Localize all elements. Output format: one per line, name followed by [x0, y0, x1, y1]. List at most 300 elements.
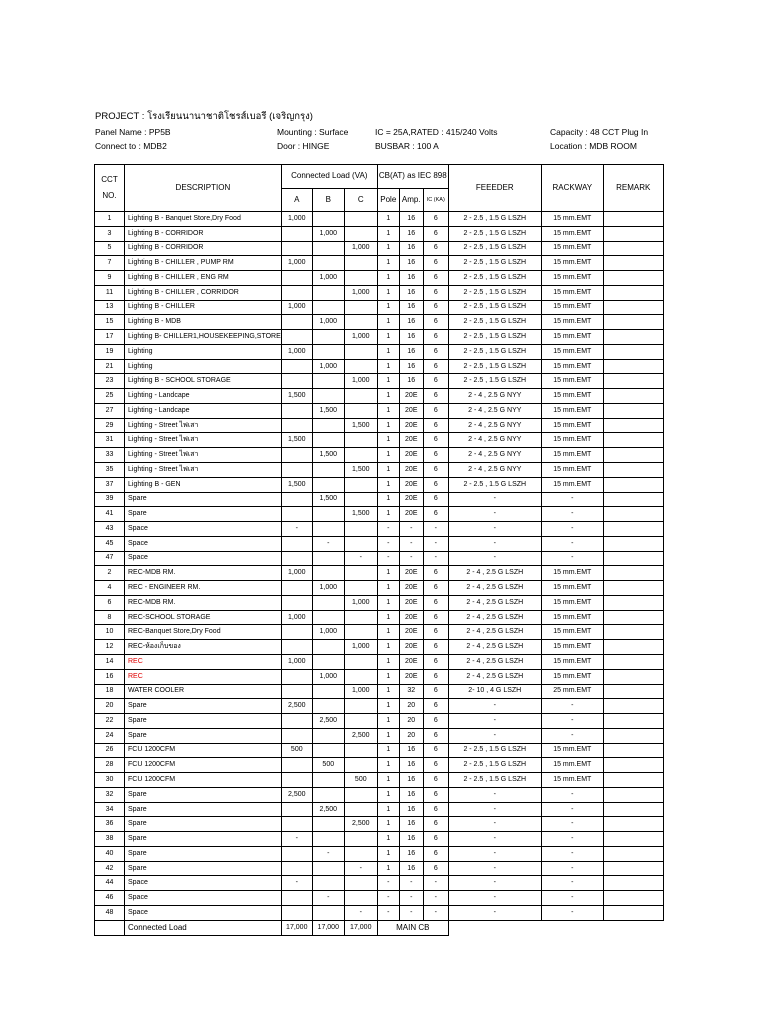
cell-cct: 16: [95, 669, 125, 684]
cell-remark: [603, 492, 663, 507]
cell-load-a: [281, 861, 312, 876]
footer-blank-2: [541, 920, 603, 935]
cell-load-b: 1,000: [312, 315, 344, 330]
cell-pole: 1: [377, 374, 399, 389]
cell-cct: 45: [95, 536, 125, 551]
table-row: [95, 832, 664, 847]
cell-load-b: [312, 743, 344, 758]
connect-to: Connect to : MDB2: [95, 141, 167, 151]
cell-description: Lighting - Street ไฟเสา: [125, 463, 282, 478]
cell-description: Space: [125, 536, 282, 551]
ic-rating: IC = 25A,RATED : 415/240 Volts: [375, 127, 498, 137]
cell-pole: 1: [377, 802, 399, 817]
cell-load-c: [344, 758, 377, 773]
cell-cct: 44: [95, 876, 125, 891]
cell-load-c: [344, 256, 377, 271]
cell-load-b: [312, 832, 344, 847]
cell-cct: 21: [95, 359, 125, 374]
cell-load-a: [281, 758, 312, 773]
table-row: [95, 846, 664, 861]
cell-load-c: [344, 226, 377, 241]
cell-load-c: [344, 477, 377, 492]
cell-ic: 6: [423, 389, 448, 404]
cell-feeder: 2 - 4 , 2.5 G LSZH: [448, 581, 541, 596]
cell-load-c: 1,000: [344, 241, 377, 256]
cell-cct: 31: [95, 433, 125, 448]
cell-amp: 20E: [399, 595, 423, 610]
cell-pole: 1: [377, 300, 399, 315]
cell-rackway: 15 mm.EMT: [541, 389, 603, 404]
cell-description: REC-ห้องเก็บของ: [125, 640, 282, 655]
cell-description: Spare: [125, 507, 282, 522]
cell-remark: [603, 463, 663, 478]
cell-ic: 6: [423, 344, 448, 359]
cell-amp: 16: [399, 271, 423, 286]
cell-description: Lighting - Landcape: [125, 403, 282, 418]
cell-amp: -: [399, 891, 423, 906]
cell-remark: [603, 743, 663, 758]
cell-rackway: 15 mm.EMT: [541, 418, 603, 433]
cell-load-c: 2,500: [344, 817, 377, 832]
cell-load-a: [281, 684, 312, 699]
header-ic: IC (KA): [423, 188, 448, 212]
cell-description: Space: [125, 551, 282, 566]
header-connected-load: Connected Load (VA): [281, 165, 377, 189]
cell-load-a: 2,500: [281, 699, 312, 714]
table-row: [95, 241, 664, 256]
cell-rackway: 15 mm.EMT: [541, 374, 603, 389]
header-cct-label: CCT: [101, 175, 118, 184]
cell-rackway: -: [541, 522, 603, 537]
cell-cct: 41: [95, 507, 125, 522]
cell-remark: [603, 433, 663, 448]
cell-amp: 16: [399, 300, 423, 315]
cell-ic: -: [423, 536, 448, 551]
cell-load-b: 1,500: [312, 448, 344, 463]
cell-load-b: [312, 640, 344, 655]
cell-pole: 1: [377, 403, 399, 418]
cell-pole: 1: [377, 640, 399, 655]
cell-ic: 6: [423, 595, 448, 610]
cell-amp: 16: [399, 285, 423, 300]
cell-load-b: [312, 728, 344, 743]
table-row: [95, 758, 664, 773]
mounting: Mounting : Surface: [277, 127, 349, 137]
cell-load-b: [312, 684, 344, 699]
table-row: [95, 905, 664, 920]
cell-remark: [603, 300, 663, 315]
cell-feeder: -: [448, 905, 541, 920]
table-row: [95, 551, 664, 566]
cell-rackway: -: [541, 905, 603, 920]
table-row: [95, 861, 664, 876]
header-amp: Amp.: [399, 188, 423, 212]
table-row: [95, 566, 664, 581]
cell-feeder: 2 - 2.5 , 1.5 G LSZH: [448, 477, 541, 492]
panel-schedule-table: [94, 164, 664, 936]
location: Location : MDB ROOM: [550, 141, 637, 151]
table-row: [95, 271, 664, 286]
cell-cct: 18: [95, 684, 125, 699]
cell-load-c: [344, 876, 377, 891]
cell-amp: 20E: [399, 418, 423, 433]
cell-description: Spare: [125, 802, 282, 817]
cell-feeder: -: [448, 891, 541, 906]
cell-feeder: 2 - 4 , 2.5 G NYY: [448, 463, 541, 478]
cell-load-a: -: [281, 832, 312, 847]
cell-load-c: [344, 802, 377, 817]
cell-rackway: 15 mm.EMT: [541, 403, 603, 418]
cell-remark: [603, 669, 663, 684]
footer-load-a: 17,000: [281, 920, 312, 935]
cell-load-b: [312, 433, 344, 448]
cell-description: Space: [125, 522, 282, 537]
cell-description: Spare: [125, 699, 282, 714]
cell-load-c: [344, 492, 377, 507]
cell-load-a: 1,000: [281, 300, 312, 315]
cell-load-a: [281, 714, 312, 729]
cell-cct: 37: [95, 477, 125, 492]
panel-name: Panel Name : PP5B: [95, 127, 171, 137]
cell-load-b: -: [312, 846, 344, 861]
cell-feeder: 2 - 4 , 2.5 G NYY: [448, 418, 541, 433]
cell-cct: 12: [95, 640, 125, 655]
cell-description: WATER COOLER: [125, 684, 282, 699]
cell-cct: 34: [95, 802, 125, 817]
cell-pole: 1: [377, 330, 399, 345]
cell-cct: 17: [95, 330, 125, 345]
cell-feeder: 2 - 2.5 , 1.5 G LSZH: [448, 359, 541, 374]
cell-cct: 29: [95, 418, 125, 433]
cell-load-c: 1,000: [344, 285, 377, 300]
cell-description: Lighting - Street ไฟเสา: [125, 418, 282, 433]
cell-pole: 1: [377, 256, 399, 271]
cell-rackway: 15 mm.EMT: [541, 315, 603, 330]
cell-rackway: -: [541, 817, 603, 832]
cell-rackway: -: [541, 891, 603, 906]
cell-rackway: 15 mm.EMT: [541, 758, 603, 773]
cell-load-c: [344, 300, 377, 315]
cell-remark: [603, 212, 663, 227]
cell-remark: [603, 714, 663, 729]
footer-spacer: [95, 920, 125, 935]
cell-pole: 1: [377, 610, 399, 625]
cell-description: Space: [125, 876, 282, 891]
cell-load-c: [344, 832, 377, 847]
cell-feeder: 2 - 4 , 2.5 G NYY: [448, 403, 541, 418]
header-description: DESCRIPTION: [125, 165, 282, 212]
cell-pole: 1: [377, 315, 399, 330]
table-row: [95, 226, 664, 241]
cell-amp: 16: [399, 832, 423, 847]
cell-rackway: 15 mm.EMT: [541, 581, 603, 596]
cell-ic: 6: [423, 817, 448, 832]
cell-ic: 6: [423, 861, 448, 876]
cell-ic: 6: [423, 581, 448, 596]
cell-feeder: 2 - 4 , 2.5 G LSZH: [448, 610, 541, 625]
cell-description: Space: [125, 891, 282, 906]
cell-remark: [603, 477, 663, 492]
table-row: [95, 403, 664, 418]
cell-pole: 1: [377, 344, 399, 359]
cell-load-a: [281, 640, 312, 655]
cell-ic: 6: [423, 640, 448, 655]
cell-cct: 48: [95, 905, 125, 920]
cell-load-b: [312, 861, 344, 876]
cell-rackway: 15 mm.EMT: [541, 477, 603, 492]
cell-load-a: [281, 271, 312, 286]
table-row: [95, 463, 664, 478]
cell-amp: 16: [399, 374, 423, 389]
cell-ic: 6: [423, 359, 448, 374]
cell-remark: [603, 522, 663, 537]
cell-load-a: 1,000: [281, 566, 312, 581]
cell-load-b: [312, 300, 344, 315]
cell-description: Spare: [125, 817, 282, 832]
table-row: [95, 448, 664, 463]
cell-remark: [603, 315, 663, 330]
cell-amp: 20E: [399, 463, 423, 478]
table-row: [95, 344, 664, 359]
cell-remark: [603, 374, 663, 389]
cell-feeder: -: [448, 876, 541, 891]
cell-pole: 1: [377, 492, 399, 507]
cell-pole: 1: [377, 728, 399, 743]
cell-load-b: [312, 773, 344, 788]
table-row: [95, 640, 664, 655]
cell-load-b: 500: [312, 758, 344, 773]
table-row: [95, 389, 664, 404]
cell-load-c: 1,000: [344, 374, 377, 389]
cell-cct: 2: [95, 566, 125, 581]
cell-load-c: [344, 359, 377, 374]
footer-main-cb: MAIN CB: [377, 920, 448, 935]
cell-pole: 1: [377, 581, 399, 596]
cell-cct: 8: [95, 610, 125, 625]
cell-load-c: [344, 433, 377, 448]
table-row: [95, 699, 664, 714]
table-row: [95, 507, 664, 522]
cell-remark: [603, 758, 663, 773]
cell-pole: -: [377, 536, 399, 551]
cell-load-b: [312, 389, 344, 404]
cell-cct: 13: [95, 300, 125, 315]
cell-feeder: 2 - 4 , 2.5 G LSZH: [448, 566, 541, 581]
table-row: [95, 773, 664, 788]
cell-cct: 42: [95, 861, 125, 876]
cell-amp: 32: [399, 684, 423, 699]
cell-cct: 1: [95, 212, 125, 227]
cell-load-b: [312, 212, 344, 227]
cell-load-a: 2,500: [281, 787, 312, 802]
cell-load-c: 1,500: [344, 418, 377, 433]
cell-pole: 1: [377, 389, 399, 404]
cell-feeder: 2- 10 , 4 G LSZH: [448, 684, 541, 699]
cell-rackway: -: [541, 876, 603, 891]
cell-amp: 16: [399, 256, 423, 271]
cell-amp: 16: [399, 846, 423, 861]
cell-rackway: -: [541, 787, 603, 802]
cell-cct: 36: [95, 817, 125, 832]
cell-feeder: -: [448, 832, 541, 847]
cell-description: Lighting - Street ไฟเสา: [125, 433, 282, 448]
table-row: [95, 256, 664, 271]
cell-remark: [603, 832, 663, 847]
cell-feeder: 2 - 2.5 , 1.5 G LSZH: [448, 344, 541, 359]
cell-load-c: [344, 787, 377, 802]
cell-remark: [603, 551, 663, 566]
cell-remark: [603, 773, 663, 788]
table-row: [95, 522, 664, 537]
cell-pole: -: [377, 891, 399, 906]
cell-ic: 6: [423, 625, 448, 640]
cell-feeder: 2 - 2.5 , 1.5 G LSZH: [448, 743, 541, 758]
cell-amp: 20E: [399, 403, 423, 418]
cell-amp: 16: [399, 817, 423, 832]
cell-rackway: -: [541, 728, 603, 743]
cell-load-a: [281, 891, 312, 906]
cell-load-c: [344, 669, 377, 684]
cell-remark: [603, 817, 663, 832]
cell-pole: 1: [377, 817, 399, 832]
cell-rackway: -: [541, 846, 603, 861]
cell-load-b: 1,000: [312, 226, 344, 241]
cell-pole: 1: [377, 684, 399, 699]
cell-pole: 1: [377, 271, 399, 286]
cell-rackway: -: [541, 699, 603, 714]
cell-load-c: [344, 522, 377, 537]
cell-rackway: 15 mm.EMT: [541, 212, 603, 227]
header-cb: CB(AT) as IEC 898: [377, 165, 448, 189]
cell-amp: 20E: [399, 581, 423, 596]
table-row: [95, 625, 664, 640]
cell-ic: 6: [423, 418, 448, 433]
cell-amp: 20: [399, 728, 423, 743]
cell-feeder: -: [448, 787, 541, 802]
cell-cct: 33: [95, 448, 125, 463]
cell-rackway: 25 mm.EMT: [541, 684, 603, 699]
cell-description: Space: [125, 905, 282, 920]
cell-load-b: [312, 374, 344, 389]
cell-feeder: -: [448, 861, 541, 876]
cell-amp: 20E: [399, 507, 423, 522]
cell-remark: [603, 595, 663, 610]
cell-load-a: [281, 374, 312, 389]
cell-ic: 6: [423, 846, 448, 861]
cell-load-c: [344, 743, 377, 758]
cell-rackway: 15 mm.EMT: [541, 344, 603, 359]
cell-remark: [603, 403, 663, 418]
cell-description: Spare: [125, 714, 282, 729]
cell-feeder: 2 - 4 , 2.5 G LSZH: [448, 595, 541, 610]
cell-rackway: -: [541, 492, 603, 507]
cell-ic: 6: [423, 714, 448, 729]
cell-load-c: [344, 891, 377, 906]
busbar: BUSBAR : 100 A: [375, 141, 439, 151]
cell-description: FCU 1200CFM: [125, 773, 282, 788]
cell-ic: 6: [423, 758, 448, 773]
table-row: [95, 654, 664, 669]
cell-description: Spare: [125, 846, 282, 861]
cell-remark: [603, 625, 663, 640]
cell-feeder: 2 - 2.5 , 1.5 G LSZH: [448, 315, 541, 330]
cell-load-c: [344, 566, 377, 581]
cell-description: REC - ENGINEER RM.: [125, 581, 282, 596]
cell-load-c: 1,000: [344, 640, 377, 655]
cell-load-a: [281, 418, 312, 433]
header-rackway: RACKWAY: [541, 165, 603, 212]
cell-rackway: 15 mm.EMT: [541, 625, 603, 640]
cell-ic: 6: [423, 285, 448, 300]
cell-remark: [603, 861, 663, 876]
cell-rackway: 15 mm.EMT: [541, 640, 603, 655]
cell-load-b: [312, 905, 344, 920]
cell-cct: 11: [95, 285, 125, 300]
cell-load-c: [344, 625, 377, 640]
cell-description: Spare: [125, 728, 282, 743]
table-row: [95, 684, 664, 699]
footer-label: Connected Load: [125, 920, 282, 935]
cell-feeder: 2 - 2.5 , 1.5 G LSZH: [448, 773, 541, 788]
door: Door : HINGE: [277, 141, 330, 151]
cell-remark: [603, 226, 663, 241]
header-pole: Pole: [377, 188, 399, 212]
table-row: [95, 492, 664, 507]
cell-rackway: 15 mm.EMT: [541, 463, 603, 478]
cell-remark: [603, 684, 663, 699]
cell-feeder: -: [448, 492, 541, 507]
cell-pole: 1: [377, 226, 399, 241]
cell-amp: 16: [399, 315, 423, 330]
cell-amp: 16: [399, 359, 423, 374]
cell-rackway: -: [541, 536, 603, 551]
cell-cct: 7: [95, 256, 125, 271]
cell-rackway: 15 mm.EMT: [541, 285, 603, 300]
cell-load-b: [312, 787, 344, 802]
cell-ic: 6: [423, 374, 448, 389]
cell-load-a: [281, 403, 312, 418]
cell-ic: 6: [423, 330, 448, 345]
cell-remark: [603, 566, 663, 581]
table-row: [95, 802, 664, 817]
table-row: [95, 817, 664, 832]
cell-load-a: -: [281, 876, 312, 891]
cell-pole: 1: [377, 285, 399, 300]
cell-cct: 28: [95, 758, 125, 773]
table-row: [95, 330, 664, 345]
cell-ic: 6: [423, 832, 448, 847]
cell-remark: [603, 699, 663, 714]
cell-feeder: 2 - 2.5 , 1.5 G LSZH: [448, 758, 541, 773]
cell-load-b: [312, 610, 344, 625]
header-cct: [95, 165, 125, 212]
table-row: [95, 536, 664, 551]
cell-load-a: [281, 463, 312, 478]
cell-load-a: [281, 315, 312, 330]
cell-feeder: 2 - 4 , 2.5 G NYY: [448, 433, 541, 448]
cell-ic: 6: [423, 654, 448, 669]
cell-load-b: [312, 344, 344, 359]
cell-load-c: 1,500: [344, 463, 377, 478]
cell-load-a: [281, 669, 312, 684]
cell-remark: [603, 654, 663, 669]
cell-pole: 1: [377, 418, 399, 433]
cell-feeder: 2 - 2.5 , 1.5 G LSZH: [448, 300, 541, 315]
cell-amp: 20E: [399, 654, 423, 669]
footer-load-c: 17,000: [344, 920, 377, 935]
cell-amp: 20E: [399, 610, 423, 625]
cell-load-b: [312, 256, 344, 271]
